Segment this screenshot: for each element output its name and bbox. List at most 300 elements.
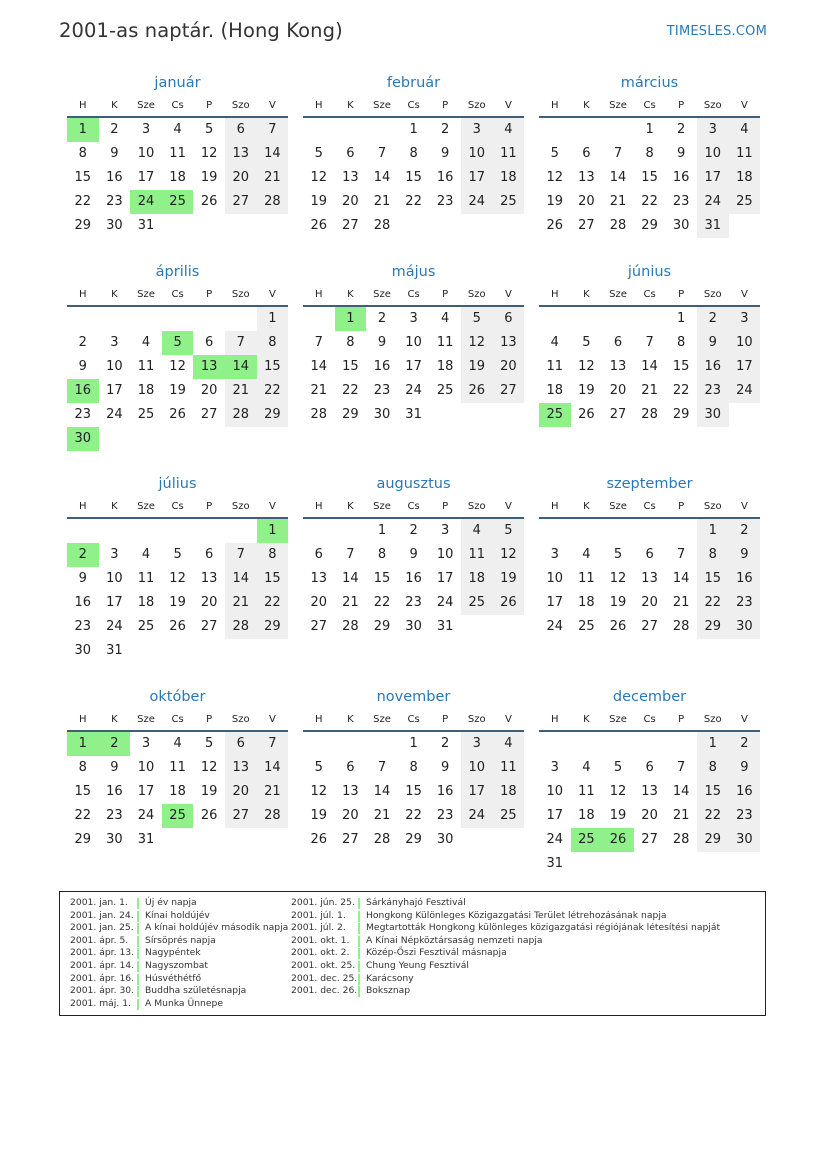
weekday-header: H [303, 710, 335, 732]
day-cell: 19 [169, 383, 186, 398]
day-cell: 2 [409, 523, 418, 538]
holiday-entry [70, 935, 288, 948]
day-cell: 26 [609, 619, 627, 634]
day-cell: 22 [697, 591, 729, 615]
day-cell: 20 [641, 595, 658, 610]
holiday-name: Húsvéthétfő [145, 972, 202, 984]
weekday-header: H [539, 96, 571, 118]
empty-cell [634, 732, 666, 756]
weekday-header: P [665, 285, 697, 307]
holiday-name: Kínai holdújév [145, 909, 210, 921]
day-cell: 8 [645, 146, 654, 161]
day-cell: 20 [200, 595, 218, 610]
day-cell: 7 [677, 760, 686, 775]
empty-cell [665, 519, 697, 543]
weekday-header: Sze [130, 497, 162, 519]
holiday-marker [137, 911, 139, 922]
day-cell: 5 [582, 335, 591, 350]
day-cell: 7 [677, 547, 686, 562]
weekday-header: V [257, 285, 289, 307]
empty-cell [193, 519, 225, 543]
day-cell: 7 [225, 543, 257, 567]
day-cell: 23 [697, 379, 729, 403]
month-name: január [154, 75, 201, 91]
day-cell: 16 [74, 595, 92, 610]
day-cell-holiday: 25 [162, 190, 194, 214]
day-cell: 31 [137, 832, 155, 847]
weekday-header: P [429, 285, 461, 307]
day-cell: 4 [141, 335, 151, 350]
day-cell: 23 [106, 808, 123, 823]
day-cell: 13 [225, 756, 257, 780]
day-cell: 18 [461, 567, 493, 591]
weekday-header: K [99, 285, 131, 307]
day-cell: 22 [74, 194, 92, 209]
day-cell: 9 [729, 543, 761, 567]
weekday-header: P [665, 96, 697, 118]
day-cell: 11 [493, 142, 525, 166]
day-cell: 30 [106, 218, 123, 233]
day-cell: 4 [582, 760, 591, 775]
empty-cell [665, 732, 697, 756]
day-cell: 27 [578, 218, 595, 233]
day-cell: 12 [546, 170, 564, 185]
holiday-name: Nagypéntek [145, 947, 201, 959]
holiday-name: A Kínai Népköztársaság nemzeti napja [366, 934, 543, 946]
weekday-header: Cs [162, 497, 194, 519]
day-cell: 8 [409, 760, 418, 775]
day-cell: 1 [257, 307, 289, 331]
weekday-header: K [571, 96, 603, 118]
day-cell: 29 [641, 218, 658, 233]
day-cell: 15 [641, 170, 658, 185]
day-cell: 24 [697, 190, 729, 214]
holiday-name: Karácsony [366, 972, 414, 984]
day-cell: 10 [697, 142, 729, 166]
holiday-name: Új év napja [145, 897, 197, 908]
empty-cell [571, 519, 603, 543]
empty-cell [303, 732, 335, 756]
day-cell: 18 [729, 166, 761, 190]
weekday-header: V [729, 710, 761, 732]
weekday-header: Sze [602, 96, 634, 118]
month-6 [67, 475, 288, 663]
day-cell: 24 [461, 804, 493, 828]
weekday-header: Sze [602, 285, 634, 307]
weekday-header: V [729, 497, 761, 519]
empty-cell [539, 732, 571, 756]
weekday-header: P [193, 285, 225, 307]
month-name: július [158, 476, 197, 492]
month-name: december [612, 689, 687, 705]
month-grid [539, 285, 760, 427]
day-cell: 11 [137, 571, 155, 586]
day-cell: 2 [677, 122, 686, 137]
day-cell: 24 [405, 383, 422, 398]
holiday-entry [70, 897, 288, 910]
month-name: november [376, 689, 451, 705]
day-cell: 20 [609, 383, 627, 398]
day-cell: 17 [106, 595, 123, 610]
day-cell: 27 [342, 832, 359, 847]
day-cell: 22 [641, 194, 658, 209]
weekday-header: Sze [130, 710, 162, 732]
day-cell: 21 [609, 194, 627, 209]
day-cell: 17 [137, 784, 155, 799]
day-cell: 28 [342, 619, 359, 634]
empty-cell [162, 307, 194, 331]
weekday-header: Szo [461, 96, 493, 118]
empty-cell [303, 307, 335, 331]
day-cell: 19 [609, 808, 627, 823]
day-cell: 28 [225, 403, 257, 427]
day-cell-holiday: 30 [67, 427, 99, 451]
day-cell: 17 [137, 170, 155, 185]
holiday-name: Megtartották Hongkong különleges közigazgatási régiójának létesítési napját [366, 922, 721, 934]
weekday-header: Cs [634, 96, 666, 118]
day-cell: 4 [582, 547, 591, 562]
holiday-date: 2001. dec. 25. [291, 972, 358, 984]
day-cell: 23 [729, 591, 761, 615]
day-cell: 13 [641, 571, 658, 586]
month-grid [303, 710, 524, 852]
day-cell: 21 [310, 383, 328, 398]
day-cell: 13 [641, 784, 658, 799]
day-cell: 16 [436, 170, 454, 185]
month-4 [303, 263, 524, 427]
day-cell: 16 [729, 567, 761, 591]
day-cell: 6 [205, 335, 214, 350]
day-cell: 21 [342, 595, 359, 610]
day-cell: 20 [578, 194, 595, 209]
weekday-header: K [335, 285, 367, 307]
day-cell: 31 [106, 643, 123, 658]
weekday-header: Sze [602, 710, 634, 732]
day-cell: 23 [74, 407, 92, 422]
day-cell: 21 [257, 166, 289, 190]
weekday-header: Szo [461, 285, 493, 307]
day-cell: 5 [550, 146, 559, 161]
holiday-entry [70, 960, 288, 973]
empty-cell [602, 307, 634, 331]
day-cell-holiday: 1 [335, 307, 367, 331]
day-cell: 9 [441, 146, 450, 161]
day-cell: 8 [257, 331, 289, 355]
day-cell: 2 [78, 335, 87, 350]
weekday-header: H [67, 96, 99, 118]
weekday-header: K [571, 497, 603, 519]
holiday-date: 2001. máj. 1. [70, 997, 131, 1009]
holiday-date: 2001. jan. 1. [70, 897, 128, 908]
empty-cell [303, 519, 335, 543]
day-cell: 10 [106, 359, 123, 374]
weekday-header: V [493, 285, 525, 307]
month-grid [539, 710, 760, 876]
weekday-header: K [99, 497, 131, 519]
weekday-header: P [193, 96, 225, 118]
day-cell: 26 [546, 218, 564, 233]
weekday-header: K [571, 710, 603, 732]
weekday-header: Szo [225, 96, 257, 118]
weekday-header: V [729, 285, 761, 307]
weekday-header: H [303, 497, 335, 519]
month-8 [539, 475, 760, 639]
month-grid [303, 96, 524, 238]
day-cell: 17 [405, 359, 422, 374]
day-cell: 26 [169, 619, 186, 634]
day-cell: 22 [405, 808, 422, 823]
holiday-entry [70, 998, 288, 1011]
day-cell: 28 [672, 619, 690, 634]
day-cell: 5 [314, 146, 323, 161]
day-cell: 17 [461, 166, 493, 190]
month-1 [303, 74, 524, 238]
empty-cell [99, 307, 131, 331]
day-cell: 22 [373, 595, 391, 610]
day-cell: 31 [546, 856, 564, 871]
day-cell: 10 [461, 142, 493, 166]
day-cell: 16 [106, 170, 123, 185]
day-cell: 26 [578, 407, 595, 422]
day-cell: 23 [436, 194, 454, 209]
weekday-header: Szo [697, 497, 729, 519]
holiday-name: Sírsöprés napja [145, 934, 216, 946]
day-cell: 4 [141, 547, 151, 562]
day-cell: 12 [461, 331, 493, 355]
holiday-entry [70, 922, 288, 935]
day-cell: 27 [342, 218, 359, 233]
day-cell: 10 [546, 784, 564, 799]
day-cell: 15 [342, 359, 359, 374]
day-cell: 3 [550, 760, 559, 775]
day-cell: 4 [461, 519, 493, 543]
day-cell: 23 [672, 194, 690, 209]
day-cell: 20 [493, 355, 525, 379]
weekday-header: H [303, 96, 335, 118]
month-name: március [620, 75, 679, 91]
day-cell: 28 [310, 407, 328, 422]
empty-cell [99, 519, 131, 543]
day-cell: 8 [257, 543, 289, 567]
day-cell: 10 [137, 146, 155, 161]
day-cell: 13 [342, 170, 359, 185]
day-cell: 6 [493, 307, 525, 331]
empty-cell [539, 118, 571, 142]
day-cell: 14 [225, 567, 257, 591]
holiday-name: Chung Yeung Fesztivál [366, 959, 469, 971]
day-cell: 16 [672, 170, 690, 185]
day-cell: 6 [225, 732, 257, 756]
holiday-entry [291, 985, 720, 998]
month-5 [539, 263, 760, 427]
day-cell: 30 [373, 407, 391, 422]
day-cell: 28 [609, 218, 627, 233]
day-cell: 21 [225, 379, 257, 403]
weekday-header: P [193, 710, 225, 732]
holiday-entry [70, 947, 288, 960]
weekday-header: Szo [461, 710, 493, 732]
day-cell: 30 [697, 403, 729, 427]
holiday-marker [358, 986, 360, 997]
month-name: február [386, 75, 441, 91]
month-grid [303, 497, 524, 639]
weekday-header: V [493, 497, 525, 519]
day-cell: 18 [546, 383, 564, 398]
day-cell: 9 [441, 760, 450, 775]
day-cell-holiday: 1 [67, 732, 99, 756]
day-cell: 17 [546, 808, 564, 823]
day-cell-holiday: 5 [162, 331, 194, 355]
day-cell: 12 [609, 571, 627, 586]
day-cell: 20 [641, 808, 658, 823]
page-title: 2001-as naptár. (Hong Kong) [59, 19, 343, 42]
holiday-marker [137, 898, 139, 909]
day-cell: 26 [310, 832, 328, 847]
day-cell: 4 [550, 335, 559, 350]
day-cell: 1 [645, 122, 654, 137]
day-cell: 9 [78, 359, 87, 374]
day-cell: 9 [78, 571, 87, 586]
day-cell: 25 [461, 591, 493, 615]
day-cell: 22 [672, 383, 690, 398]
weekday-header: V [257, 497, 289, 519]
day-cell: 30 [436, 832, 454, 847]
day-cell: 11 [729, 142, 761, 166]
day-cell: 27 [200, 407, 218, 422]
month-name: augusztus [376, 476, 451, 492]
holiday-marker [137, 961, 139, 972]
day-cell: 19 [609, 595, 627, 610]
day-cell: 31 [405, 407, 422, 422]
holiday-date: 2001. ápr. 13. [70, 947, 135, 959]
day-cell: 5 [205, 736, 214, 751]
day-cell: 23 [729, 804, 761, 828]
day-cell: 18 [169, 170, 186, 185]
day-cell: 4 [173, 122, 182, 137]
day-cell: 1 [677, 311, 686, 326]
day-cell: 29 [373, 619, 391, 634]
empty-cell [225, 307, 257, 331]
day-cell: 18 [578, 808, 595, 823]
weekday-header: Szo [225, 285, 257, 307]
day-cell: 14 [672, 784, 690, 799]
day-cell: 29 [257, 403, 289, 427]
weekday-header: P [665, 497, 697, 519]
weekday-header: Cs [162, 96, 194, 118]
holiday-name: Sárkányhajó Fesztivál [366, 897, 466, 908]
holiday-entry [291, 922, 720, 935]
day-cell: 22 [257, 379, 289, 403]
weekday-header: P [429, 96, 461, 118]
holiday-date: 2001. ápr. 30. [70, 985, 135, 997]
empty-cell [335, 118, 367, 142]
day-cell: 28 [257, 190, 289, 214]
brand-link[interactable]: TIMESLES.COM [666, 24, 767, 39]
day-cell: 9 [729, 756, 761, 780]
day-cell: 20 [225, 780, 257, 804]
weekday-header: Sze [366, 710, 398, 732]
day-cell: 23 [106, 194, 123, 209]
holiday-date: 2001. ápr. 16. [70, 972, 135, 984]
weekday-header: Szo [225, 497, 257, 519]
day-cell: 14 [609, 170, 627, 185]
day-cell: 19 [310, 194, 328, 209]
day-cell: 15 [697, 567, 729, 591]
day-cell: 5 [173, 547, 182, 562]
day-cell: 13 [310, 571, 328, 586]
day-cell: 25 [578, 619, 595, 634]
day-cell: 11 [578, 784, 595, 799]
day-cell: 18 [436, 359, 454, 374]
day-cell: 8 [78, 146, 87, 161]
day-cell: 11 [546, 359, 564, 374]
day-cell: 23 [373, 383, 391, 398]
holiday-marker [137, 936, 139, 947]
day-cell: 3 [141, 736, 151, 751]
day-cell: 20 [342, 808, 359, 823]
holiday-entry [291, 935, 720, 948]
day-cell: 20 [200, 383, 218, 398]
day-cell: 15 [672, 359, 690, 374]
holiday-date: 2001. dec. 26. [291, 985, 358, 997]
holiday-date: 2001. jan. 24. [70, 909, 134, 921]
day-cell: 28 [373, 832, 391, 847]
day-cell: 8 [377, 547, 387, 562]
month-0 [67, 74, 288, 238]
empty-cell [130, 519, 162, 543]
day-cell: 21 [672, 808, 690, 823]
holiday-entry [291, 947, 720, 960]
holiday-date: 2001. okt. 2. [291, 947, 350, 959]
day-cell: 14 [257, 756, 289, 780]
day-cell: 15 [405, 784, 422, 799]
weekday-header: Sze [602, 497, 634, 519]
day-cell: 6 [645, 547, 654, 562]
day-cell: 17 [697, 166, 729, 190]
day-cell: 28 [672, 832, 690, 847]
day-cell: 7 [314, 335, 323, 350]
day-cell: 12 [609, 784, 627, 799]
day-cell: 26 [310, 218, 328, 233]
holiday-marker [137, 974, 139, 985]
weekday-header: K [335, 497, 367, 519]
day-cell: 31 [137, 218, 155, 233]
holiday-name: Közép-Őszi Fesztivál másnapja [366, 947, 507, 959]
weekday-header: Cs [162, 710, 194, 732]
day-cell: 7 [613, 146, 623, 161]
weekday-header: H [303, 285, 335, 307]
day-cell-holiday: 16 [67, 379, 99, 403]
day-cell: 8 [78, 760, 87, 775]
weekday-header: V [257, 96, 289, 118]
weekday-header: Cs [634, 497, 666, 519]
day-cell: 14 [641, 359, 658, 374]
day-cell: 27 [310, 619, 328, 634]
day-cell: 8 [346, 335, 355, 350]
month-7 [303, 475, 524, 639]
day-cell: 24 [546, 832, 564, 847]
day-cell: 25 [493, 190, 525, 214]
day-cell: 7 [377, 760, 387, 775]
day-cell: 19 [310, 808, 328, 823]
empty-cell [539, 307, 571, 331]
month-name: október [149, 689, 206, 705]
day-cell: 3 [461, 118, 493, 142]
day-cell: 17 [546, 595, 564, 610]
day-cell: 9 [110, 760, 119, 775]
month-9 [67, 688, 288, 852]
day-cell: 18 [493, 780, 525, 804]
